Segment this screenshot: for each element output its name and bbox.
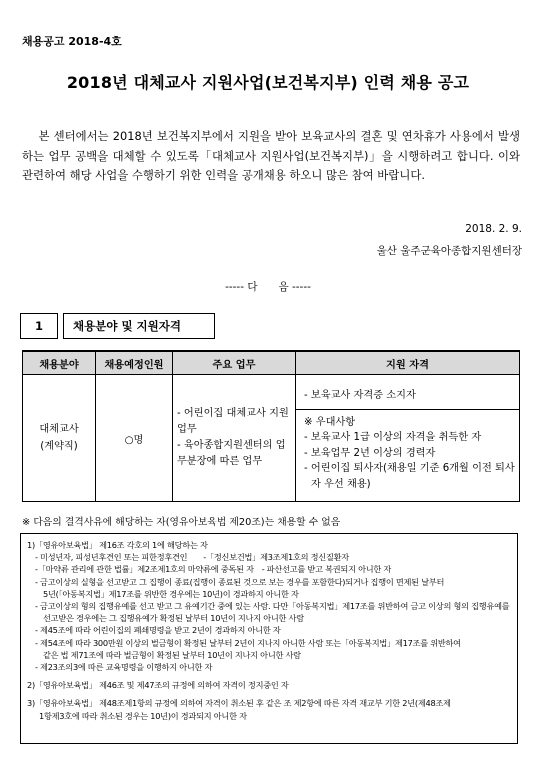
intro-text: 본 센터에서는 2018년 보건복지부에서 지원을 받아 보육교사의 결혼 및 연차휴가 사용에서 발생하는 업무 공백을 대체할 수 있도록「대체교사 지원사업(보건복지부)」을 시행하려고 합니다. 이와 관련하여 해당 사업을 수행하기 위한 인력을 공개채용 하오니 많은 참여 바랍니다.	[22, 129, 520, 183]
header-field: 채용분야	[23, 351, 96, 375]
section-title: 채용분야 및 지원자격	[63, 313, 215, 339]
list-item-cont: 선고받은 경우에는 그 집행유예가 확정된 날부터 10년이 지나지 아니한 사람	[43, 613, 304, 624]
list-item: - 금고이상의 형의 집행유예를 선고 받고 그 유예기간 중에 있는 사람. 다만「아동복지법」제17조를 위반하여 금고 이상의 형의 집행유예를	[35, 601, 510, 612]
header-duty: 주요 업무	[173, 351, 296, 375]
duty-item: - 육아종합지원센터의 업무분장에 따른 업무	[177, 440, 286, 467]
requirements-table	[22, 350, 520, 502]
preference-item: - 어린이집 퇴사자(채용일 기준 6개월 이전 퇴사자 우선 채용)	[304, 463, 515, 490]
group-heading: 1)「영유아보육법」 제16조 각호의 1에 해당하는 자	[27, 540, 208, 550]
notice-date: 2018. 2. 9.	[465, 223, 522, 235]
header-qualification: 지원 자격	[296, 351, 520, 375]
qualification-cell	[296, 375, 520, 502]
list-item-cont: 같은 법 제71조에 따라 벌금형이 확정된 날부터 10년이 지나지 아니한 사람	[43, 649, 301, 660]
field-name: 대체교사	[39, 424, 79, 435]
disqualification-group-2	[27, 679, 511, 691]
disqualification-group-3	[27, 697, 511, 721]
disqualification-note: ※ 다음의 결격사유에 해당하는 자(영유아보육법 제20조)는 채용할 수 없음	[22, 517, 341, 528]
group-heading: 2)「영유아보육법」 제46조 및 제47조의 규정에 의하여 자격이 정지중인 자	[27, 680, 289, 691]
header-count: 채용예정인원	[96, 351, 173, 375]
organization-name: 울산 울주군육아종합지원센터장	[376, 245, 522, 257]
preference-item: - 보육업무 2년 이상의 경력자	[304, 447, 436, 459]
list-item: - 금고이상의 실형을 선고받고 그 집행이 종료(집행이 종료된 것으로 보는 경우를 포함한다)되거나 집행이 면제된 날부터	[35, 576, 445, 587]
section-number: 1	[20, 313, 58, 339]
group-heading: 3)「영유아보육법」 제48조제1항의 규정에 의하여 자격이 취소된 후 같은 조 제2항에 따른 자격 재교부 기한 2년(제48조제	[27, 698, 451, 709]
page-title: 2018년 대체교사 지원사업(보건복지부) 인력 채용 공고	[66, 73, 470, 92]
list-item: - 제54조에 따라 300만원 이상의 벌금형이 확정된 날부터 2년이 지나지 아니한 사람 또는「아동복지법」제17조를 위반하여	[35, 637, 461, 648]
table-row	[23, 375, 520, 502]
list-item: -「마약류 관리에 관한 법률」제2조제1호의 마약류에 중독된 자 - 파산선고를 받고 복권되지 아니한 자	[35, 564, 392, 575]
list-item: - 제45조에 따라 어린이집의 폐쇄명령을 받고 2년이 경과하지 아니한 자	[35, 625, 281, 636]
duty-item: - 어린이집 대체교사 지원 업무	[177, 408, 289, 435]
count-cell: ○명	[96, 375, 173, 502]
table-header-row	[23, 351, 520, 375]
da-separator: ----- 다 음 -----	[225, 281, 311, 293]
preference-block	[296, 410, 519, 499]
list-item: - 제23조의3에 따른 교육명령을 이행하지 아니한 자	[35, 662, 213, 673]
field-cell	[23, 375, 96, 502]
duty-cell	[173, 375, 296, 502]
qualification-main: - 보육교사 자격증 소지자	[296, 378, 519, 410]
list-item-cont: 5년(「아동복지법」제17조를 위반한 경우에는 10년)이 경과하지 아니한 자	[43, 588, 299, 599]
field-type: (계약직)	[40, 441, 78, 452]
group-heading-cont: 1항제3호에 따라 취소된 경우는 10년)이 경과되지 아니한 자	[39, 710, 247, 721]
notice-number: 채용공고 2018-4호	[22, 35, 122, 48]
preference-title: ※ 우대사항	[304, 416, 356, 428]
preference-item: - 보육교사 1급 이상의 자격을 취득한 자	[304, 432, 482, 444]
intro-paragraph	[22, 127, 520, 186]
list-item: - 미성년자, 피성년후견인 또는 피한정후견인 -「정신보건법」제3조제1호의 정신질환자	[35, 552, 349, 563]
disqualification-box	[20, 533, 518, 744]
disqualification-group-1	[27, 539, 511, 673]
